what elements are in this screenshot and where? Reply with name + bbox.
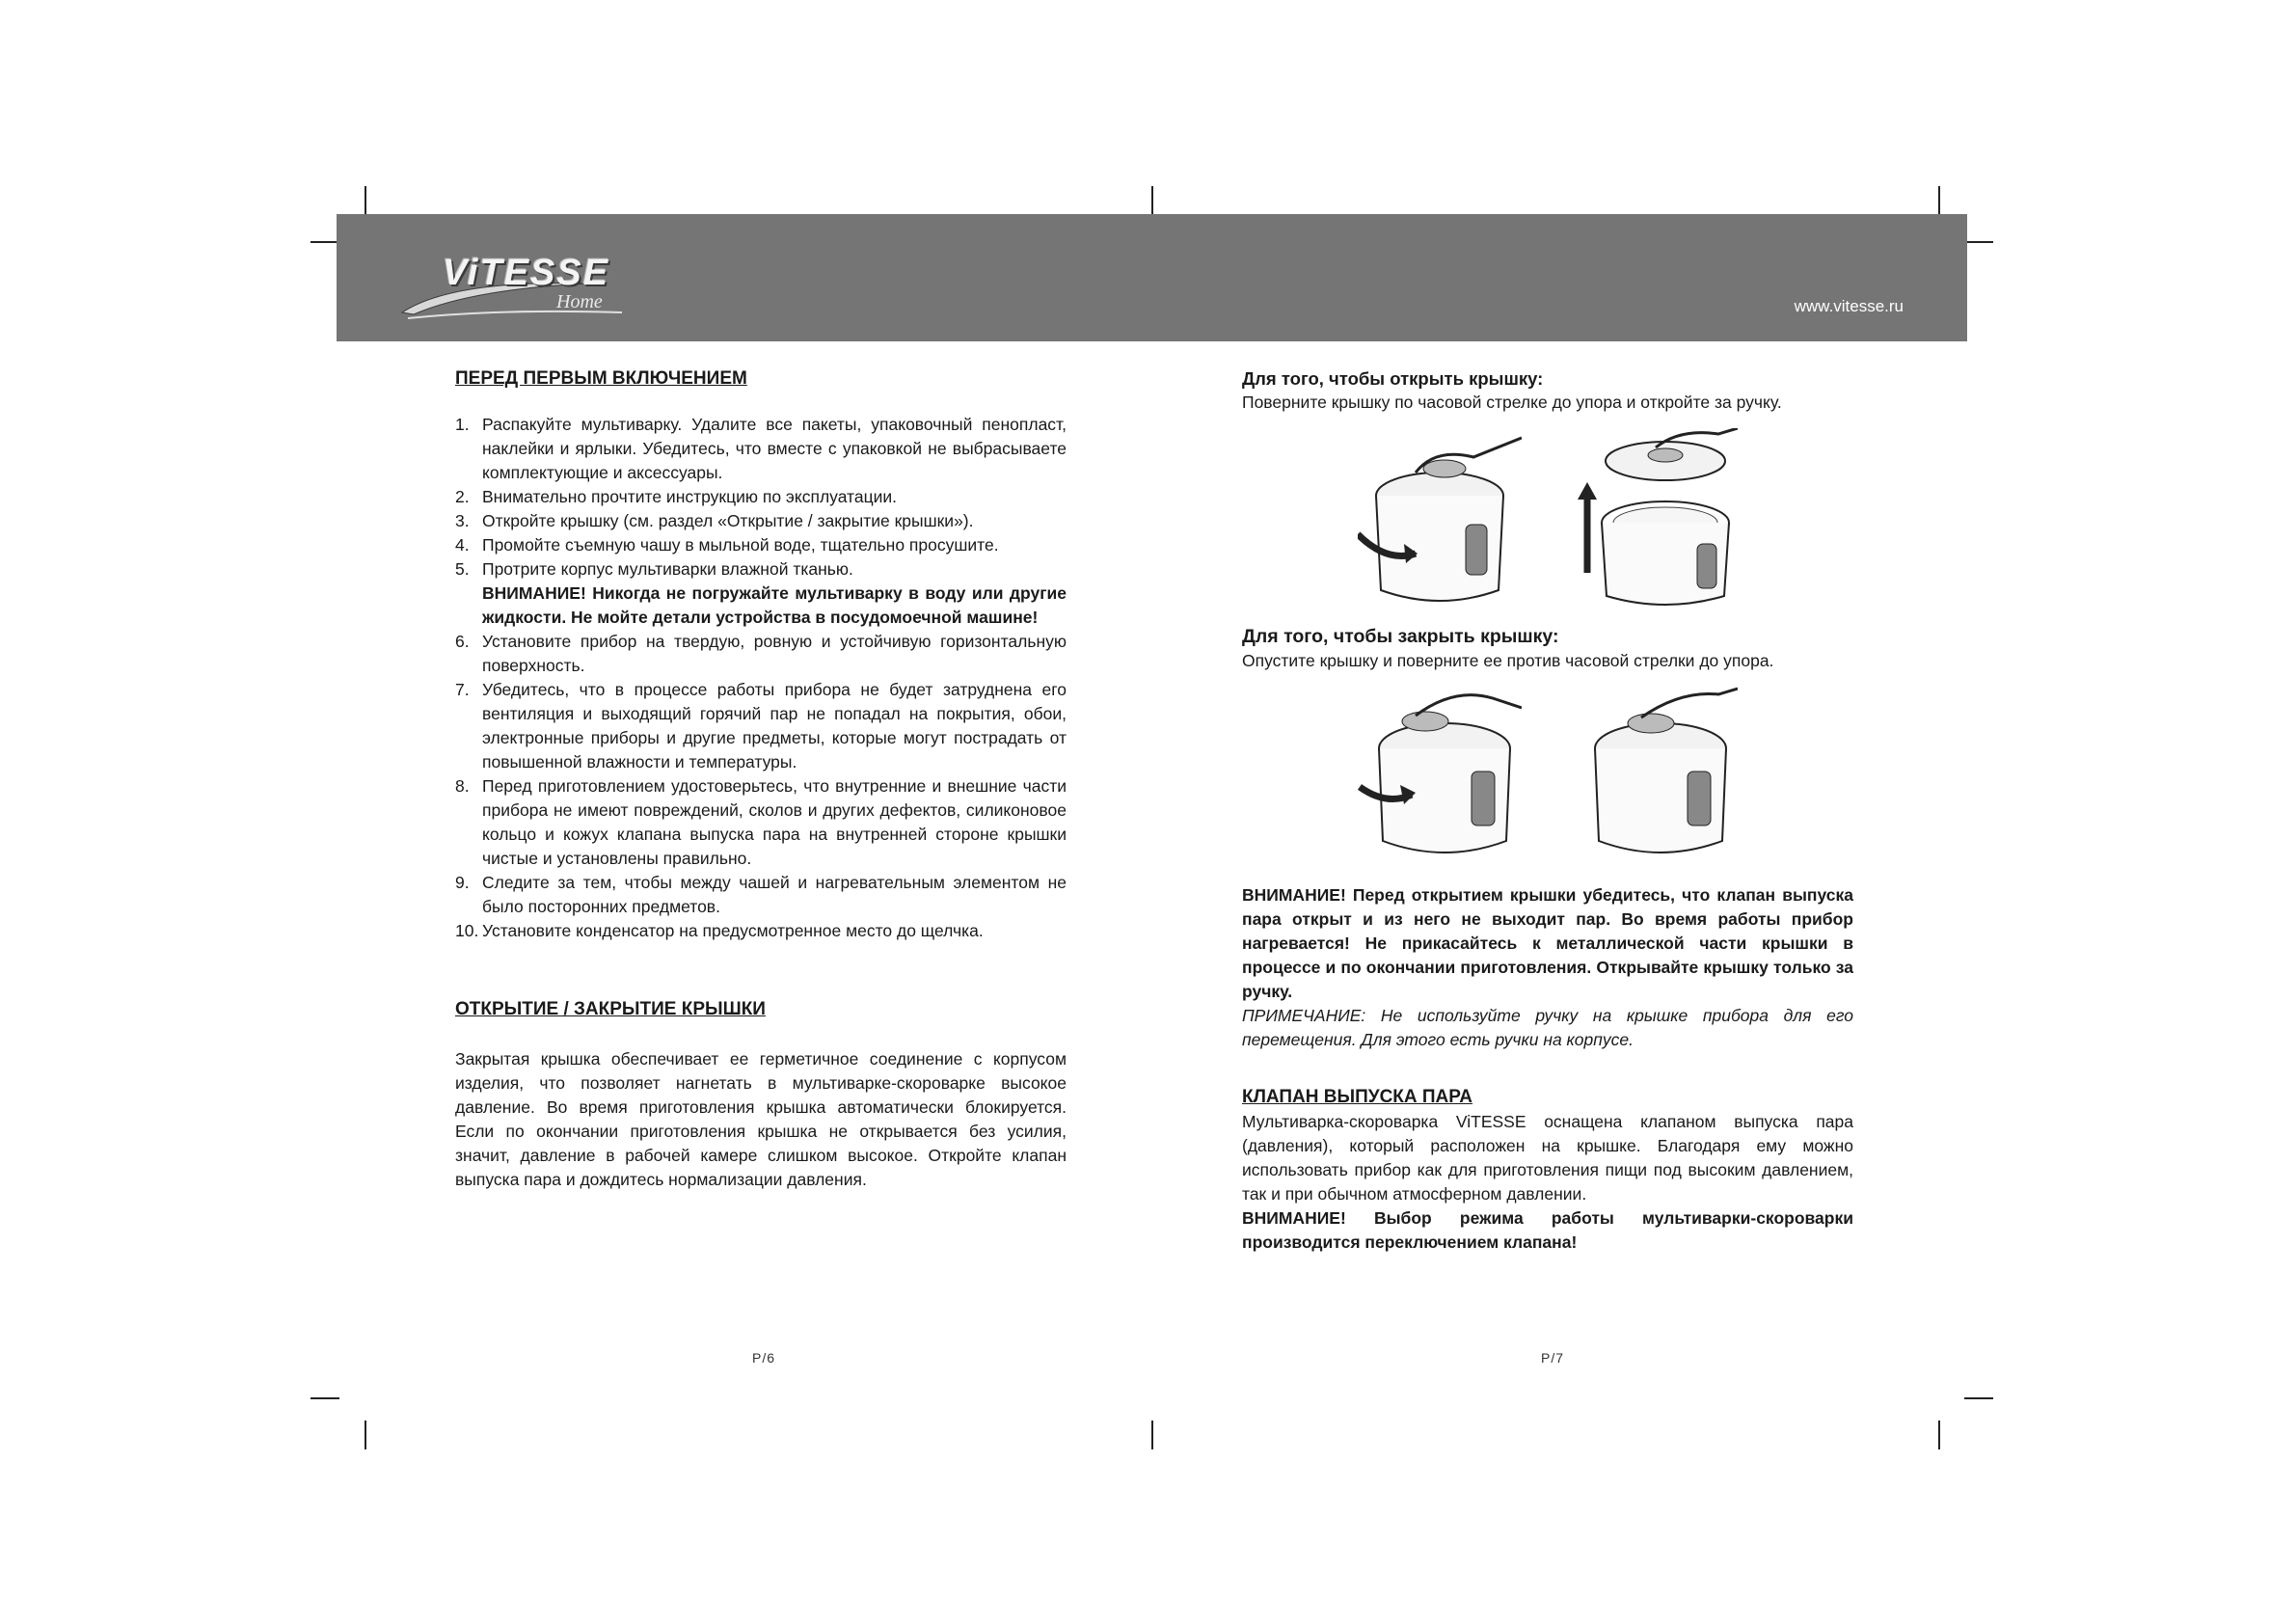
list-item: 1. Распакуйте мультиварку. Удалите все пакеты, упаковочный пенопласт, наклейки и ярлыки. Убедитесь, что вместе с упаковкой не выбрасываете комплектующие и аксессуары. <box>455 415 1067 482</box>
close-lid-illustration <box>1242 687 1853 870</box>
page-number-right: P/7 <box>1541 1350 1565 1366</box>
list-item: 7. Убедитесь, что в процессе работы прибора не будет затруднена его вентиляция и выходящий горячий пар не попадал на покрытия, обои, электронные приборы и другие предметы, которые могут пострадать от повышенной влажности и температуры. <box>455 680 1067 771</box>
crop-mark <box>1964 241 1993 243</box>
open-lid-text: Поверните крышку по часовой стрелке до упора и откройте за ручку. <box>1242 392 1782 412</box>
cooker-turn-close-icon <box>1358 687 1522 870</box>
crop-mark <box>311 241 339 243</box>
list-item: 10. Установите конденсатор на предусмотренное место до щелчка. <box>455 921 984 940</box>
lid-handle-note: ПРИМЕЧАНИЕ: Не используйте ручку на крышке прибора для его перемещения. Для этого есть ручки на корпусе. <box>1242 1006 1853 1049</box>
crop-mark <box>365 1421 366 1449</box>
crop-mark <box>1151 186 1153 215</box>
washing-warning: ВНИМАНИЕ! Никогда не погружайте мультиварку в воду или другие жидкости. Не мойте детали устройства в посудомоечной машине! <box>482 583 1067 627</box>
logo-subtext: Home <box>556 291 603 312</box>
left-page <box>455 366 1067 1192</box>
crop-mark <box>365 186 366 215</box>
list-item: 8. Перед приготовлением удостоверьтесь, что внутренние и внешние части прибора не имеют повреждений, сколов и других дефектов, силиконовое кольцо и кожух клапана выпуска пара на внутренней стороне крышки чистые и установлены правильно. <box>455 776 1067 868</box>
crop-mark <box>1151 1421 1153 1449</box>
list-item: 2. Внимательно прочтите инструкцию по эксплуатации. <box>455 487 898 506</box>
website-url[interactable]: www.vitesse.ru <box>1794 297 1904 315</box>
list-item: 3. Откройте крышку (см. раздел «Открытие / закрытие крышки»). <box>455 511 974 530</box>
steam-valve-warning: ВНИМАНИЕ! Выбор режима работы мультиварки-скороварки производится переключением клапана! <box>1242 1208 1853 1252</box>
section-title-steam-valve: КЛАПАН ВЫПУСКА ПАРА <box>1242 1087 1472 1107</box>
page-number-left: P/6 <box>752 1350 776 1366</box>
cooker-closed-icon <box>1574 687 1738 870</box>
close-lid-title: Для того, чтобы закрыть крышку: <box>1242 626 1559 647</box>
brand-logo <box>394 253 626 320</box>
lid-opening-warning: ВНИМАНИЕ! Перед открытием крышки убедитесь, что клапан выпуска пара открыт и из него не выходит пар. Во время работы прибор нагревается! Не прикасайтесь к металлической части крышки в процессе и по окончании приготовления. Открывайте крышку только за ручку. <box>1242 885 1853 1001</box>
logo-text: ViTESSE <box>443 253 610 293</box>
header-banner <box>337 214 1967 341</box>
setup-steps-list <box>455 413 1067 943</box>
steam-valve-text: Мультиварка-скороварка ViTESSE оснащена клапаном выпуска пара (давления), который расположен на крышке. Благодаря ему можно использовать прибор как для приготовления пищи под высоким давлением, так и при обычном атмосферном давлении. <box>1242 1112 1853 1204</box>
crop-mark <box>1938 1421 1940 1449</box>
list-item: 9. Следите за тем, чтобы между чашей и нагревательным элементом не было посторонних предметов. <box>455 873 1067 916</box>
right-page <box>1242 366 1853 1255</box>
cooker-lift-lid-icon <box>1574 428 1738 611</box>
section-title-lid: ОТКРЫТИЕ / ЗАКРЫТИЕ КРЫШКИ <box>455 999 766 1019</box>
crop-mark <box>1964 1397 1993 1399</box>
crop-mark <box>311 1397 339 1399</box>
list-item: 4. Промойте съемную чашу в мыльной воде, тщательно просушите. <box>455 535 999 555</box>
open-lid-title: Для того, чтобы открыть крышку: <box>1242 368 1544 389</box>
lid-description: Закрытая крышка обеспечивает ее герметичное соединение с корпусом изделия, что позволяет нагнетать в мультиварке-скороварке высокое давление. Во время приготовления крышка автоматически блокируется. Если по окончании приготовления крышка не открывается без усилия, значит, давление в рабочей камере слишком высокое. Откройте клапан выпуска пара и дождитесь нормализации давления. <box>455 1049 1067 1189</box>
crop-mark <box>1938 186 1940 215</box>
open-lid-illustration <box>1242 428 1853 611</box>
list-item: 5. Протрите корпус мультиварки влажной тканью. ВНИМАНИЕ! Никогда не погружайте мультиварку в воду или другие жидкости. Не мойте детали устройства в посудомоечной машине! <box>455 559 1067 627</box>
section-title-before-first-use: ПЕРЕД ПЕРВЫМ ВКЛЮЧЕНИЕМ <box>455 368 747 389</box>
list-item: 6. Установите прибор на твердую, ровную и устойчивую горизонтальную поверхность. <box>455 632 1067 675</box>
cooker-turn-open-icon <box>1358 428 1522 611</box>
close-lid-text: Опустите крышку и поверните ее против часовой стрелки до упора. <box>1242 651 1774 670</box>
